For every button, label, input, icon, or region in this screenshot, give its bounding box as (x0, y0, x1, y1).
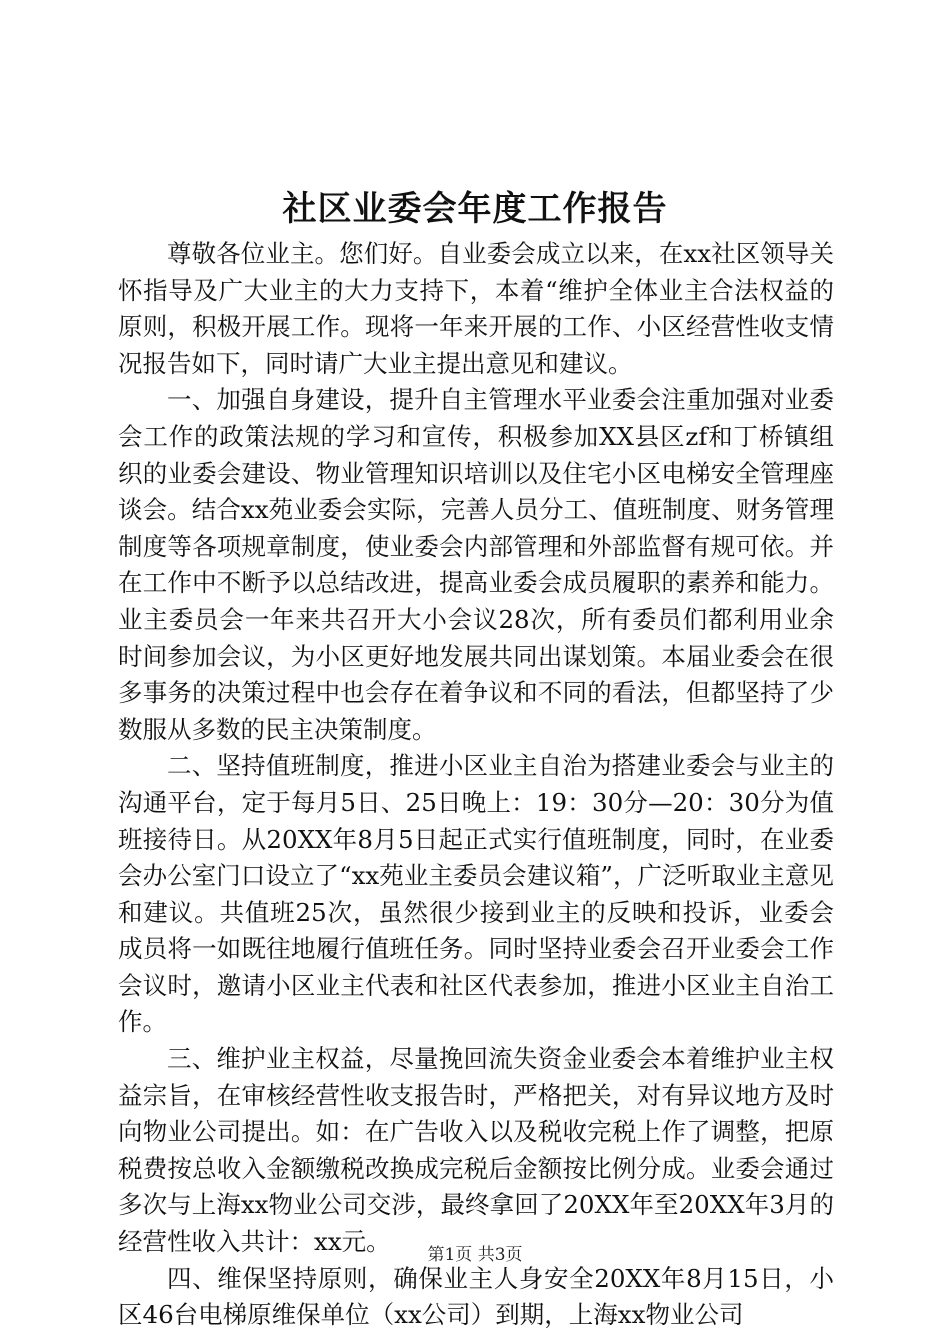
page-number-footer: 第1页 共3页 (427, 1245, 523, 1265)
paragraph-section-4: 四、维保坚持原则，确保业主人身安全20XX年8月15日，小区46台电梯原维保单位（xx公司）到期，上海xx物业公司 (118, 1263, 834, 1330)
document-body (118, 236, 834, 1334)
paragraph-section-3: 三、维护业主权益，尽量挽回流失资金业委会本着维护业主权益宗旨，在审核经营性收支报告时，严格把关，对有异议地方及时向物业公司提出。如：在广告收入以及税收完税上作了调整，把原税费按总收入金额缴税改换成完税后金额按比例分成。业委会通过多次与上海xx物业公司交涉，最终拿回了20XX年至20XX年3月的经营性收入共计：xx元。 (118, 1044, 834, 1257)
paragraph-intro: 尊敬各位业主。您们好。自业委会成立以来，在xx社区领导关怀指导及广大业主的大力支持下，本着“维护全体业主合法权益的原则，积极开展工作。现将一年来开展的工作、小区经营性收支情况报告如下，同时请广大业主提出意见和建议。 (118, 239, 834, 378)
document-title: 社区业委会年度工作报告 (282, 189, 668, 229)
paragraph-section-1: 一、加强自身建设，提升自主管理水平业委会注重加强对业委会工作的政策法规的学习和宣传，积极参加XX县区zf和丁桥镇组织的业委会建设、物业管理知识培训以及住宅小区电梯安全管理座谈会。结合xx苑业委会实际，完善人员分工、值班制度、财务管理制度等各项规章制度，使业委会内部管理和外部监督有规可依。并在工作中不断予以总结改进，提高业委会成员履职的素养和能力。业主委员会一年来共召开大小会议28次，所有委员们都利用业余时间参加会议，为小区更好地发展共同出谋划策。本届业委会在很多事务的决策过程中也会存在着争议和不同的看法，但都坚持了少数服从多数的民主决策制度。 (118, 385, 834, 744)
paragraph-section-2: 二、坚持值班制度，推进小区业主自治为搭建业委会与业主的沟通平台，定于每月5日、25日晚上：19：30分—20：30分为值班接待日。从20XX年8月5日起正式实行值班制度，同时，在业委会办公室门口设立了“xx苑业主委员会建议箱”，广泛听取业主意见和建议。共值班25次，虽然很少接到业主的反映和投诉，业委会成员将一如既往地履行值班任务。同时坚持业委会召开业委会工作会议时，邀请小区业主代表和社区代表参加，推进小区业主自治工作。 (118, 751, 834, 1037)
